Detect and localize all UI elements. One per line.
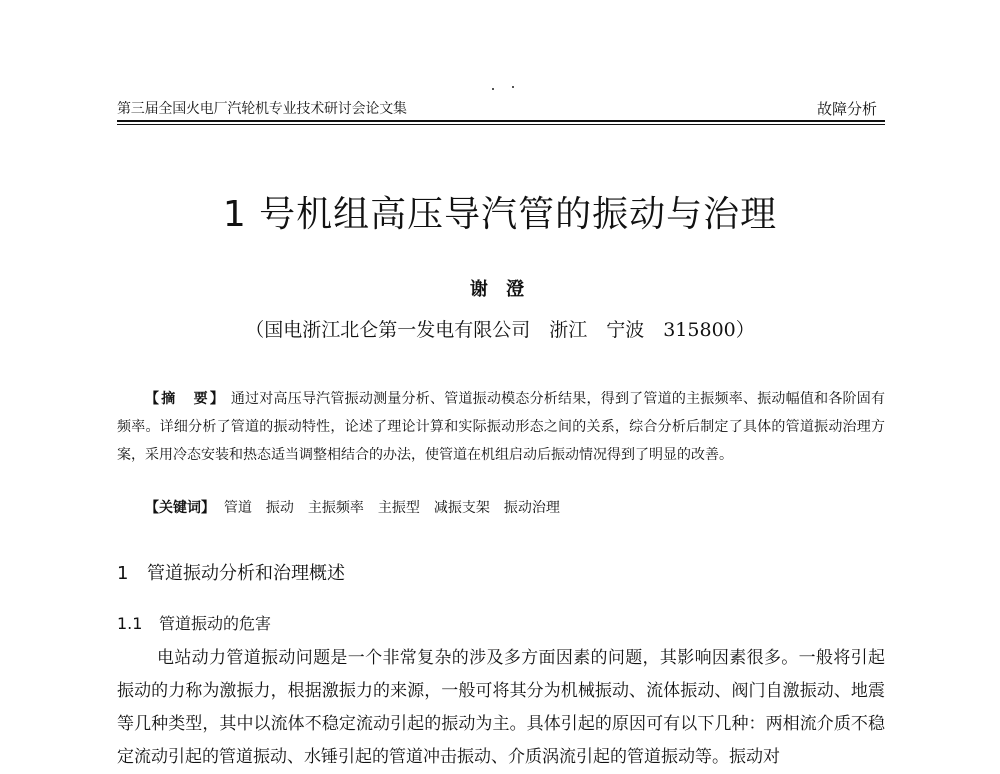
subsection-title: 管道振动的危害 [159, 614, 272, 633]
subsection-number: 1.1 [117, 614, 143, 633]
keyword: 减振支架 [433, 500, 490, 516]
keywords-label: 【关键词】 [145, 500, 215, 516]
paper-title: 1 号机组高压导汽管的振动与治理 [222, 194, 778, 235]
subsection-heading [117, 611, 271, 634]
running-header-title: 第三届全国火电厂汽轮机专业技术研讨会论文集 [117, 101, 407, 117]
author-name: 谢 澄 [469, 279, 531, 300]
keyword: 管道 [223, 500, 252, 516]
section-title: 管道振动分析和治理概述 [147, 563, 345, 584]
abstract [117, 385, 885, 469]
keyword: 振动治理 [503, 500, 560, 516]
section-number: 1 [117, 563, 129, 584]
section-heading [117, 559, 345, 585]
keyword: 主振型 [377, 500, 420, 516]
keyword: 主振频率 [307, 500, 364, 516]
keyword: 振动 [265, 500, 294, 516]
abstract-label: 【摘 要】 [145, 391, 227, 407]
keywords [145, 497, 574, 517]
running-header-section: 故障分析 [816, 100, 877, 118]
header-rule-thin [117, 124, 885, 125]
scan-speck [492, 88, 494, 90]
body-paragraph: 电站动力管道振动问题是一个非常复杂的涉及多方面因素的问题，其影响因素很多。一般将引起振动的力称为激振力，根据激振力的来源，一般可将其分为机械振动、流体振动、阀门自激振动、地震等几种类型，其中以流体不稳定流动引起的振动为主。具体引起的原因可有以下几种：两相流介质不稳定流动引起的管道振动、水锤引起的管道冲击振动、介质涡流引起的管道振动等。振动对 [117, 648, 885, 767]
abstract-text: 通过对高压导汽管振动测量分析、管道振动模态分析结果，得到了管道的主振频率、振动幅值和各阶固有频率。详细分析了管道的振动特性，论述了理论计算和实际振动形态之间的关系，综合分析后制定了具体的管道振动治理方案，采用冷态安装和热态适当调整相结合的办法，使管道在机组启动后振动情况得到了明显的改善。 [117, 391, 886, 463]
author-affiliation: （国电浙江北仑第一发电有限公司 浙江 宁波 315800） [245, 319, 755, 341]
scan-speck [512, 86, 514, 88]
header-rule [117, 120, 885, 122]
